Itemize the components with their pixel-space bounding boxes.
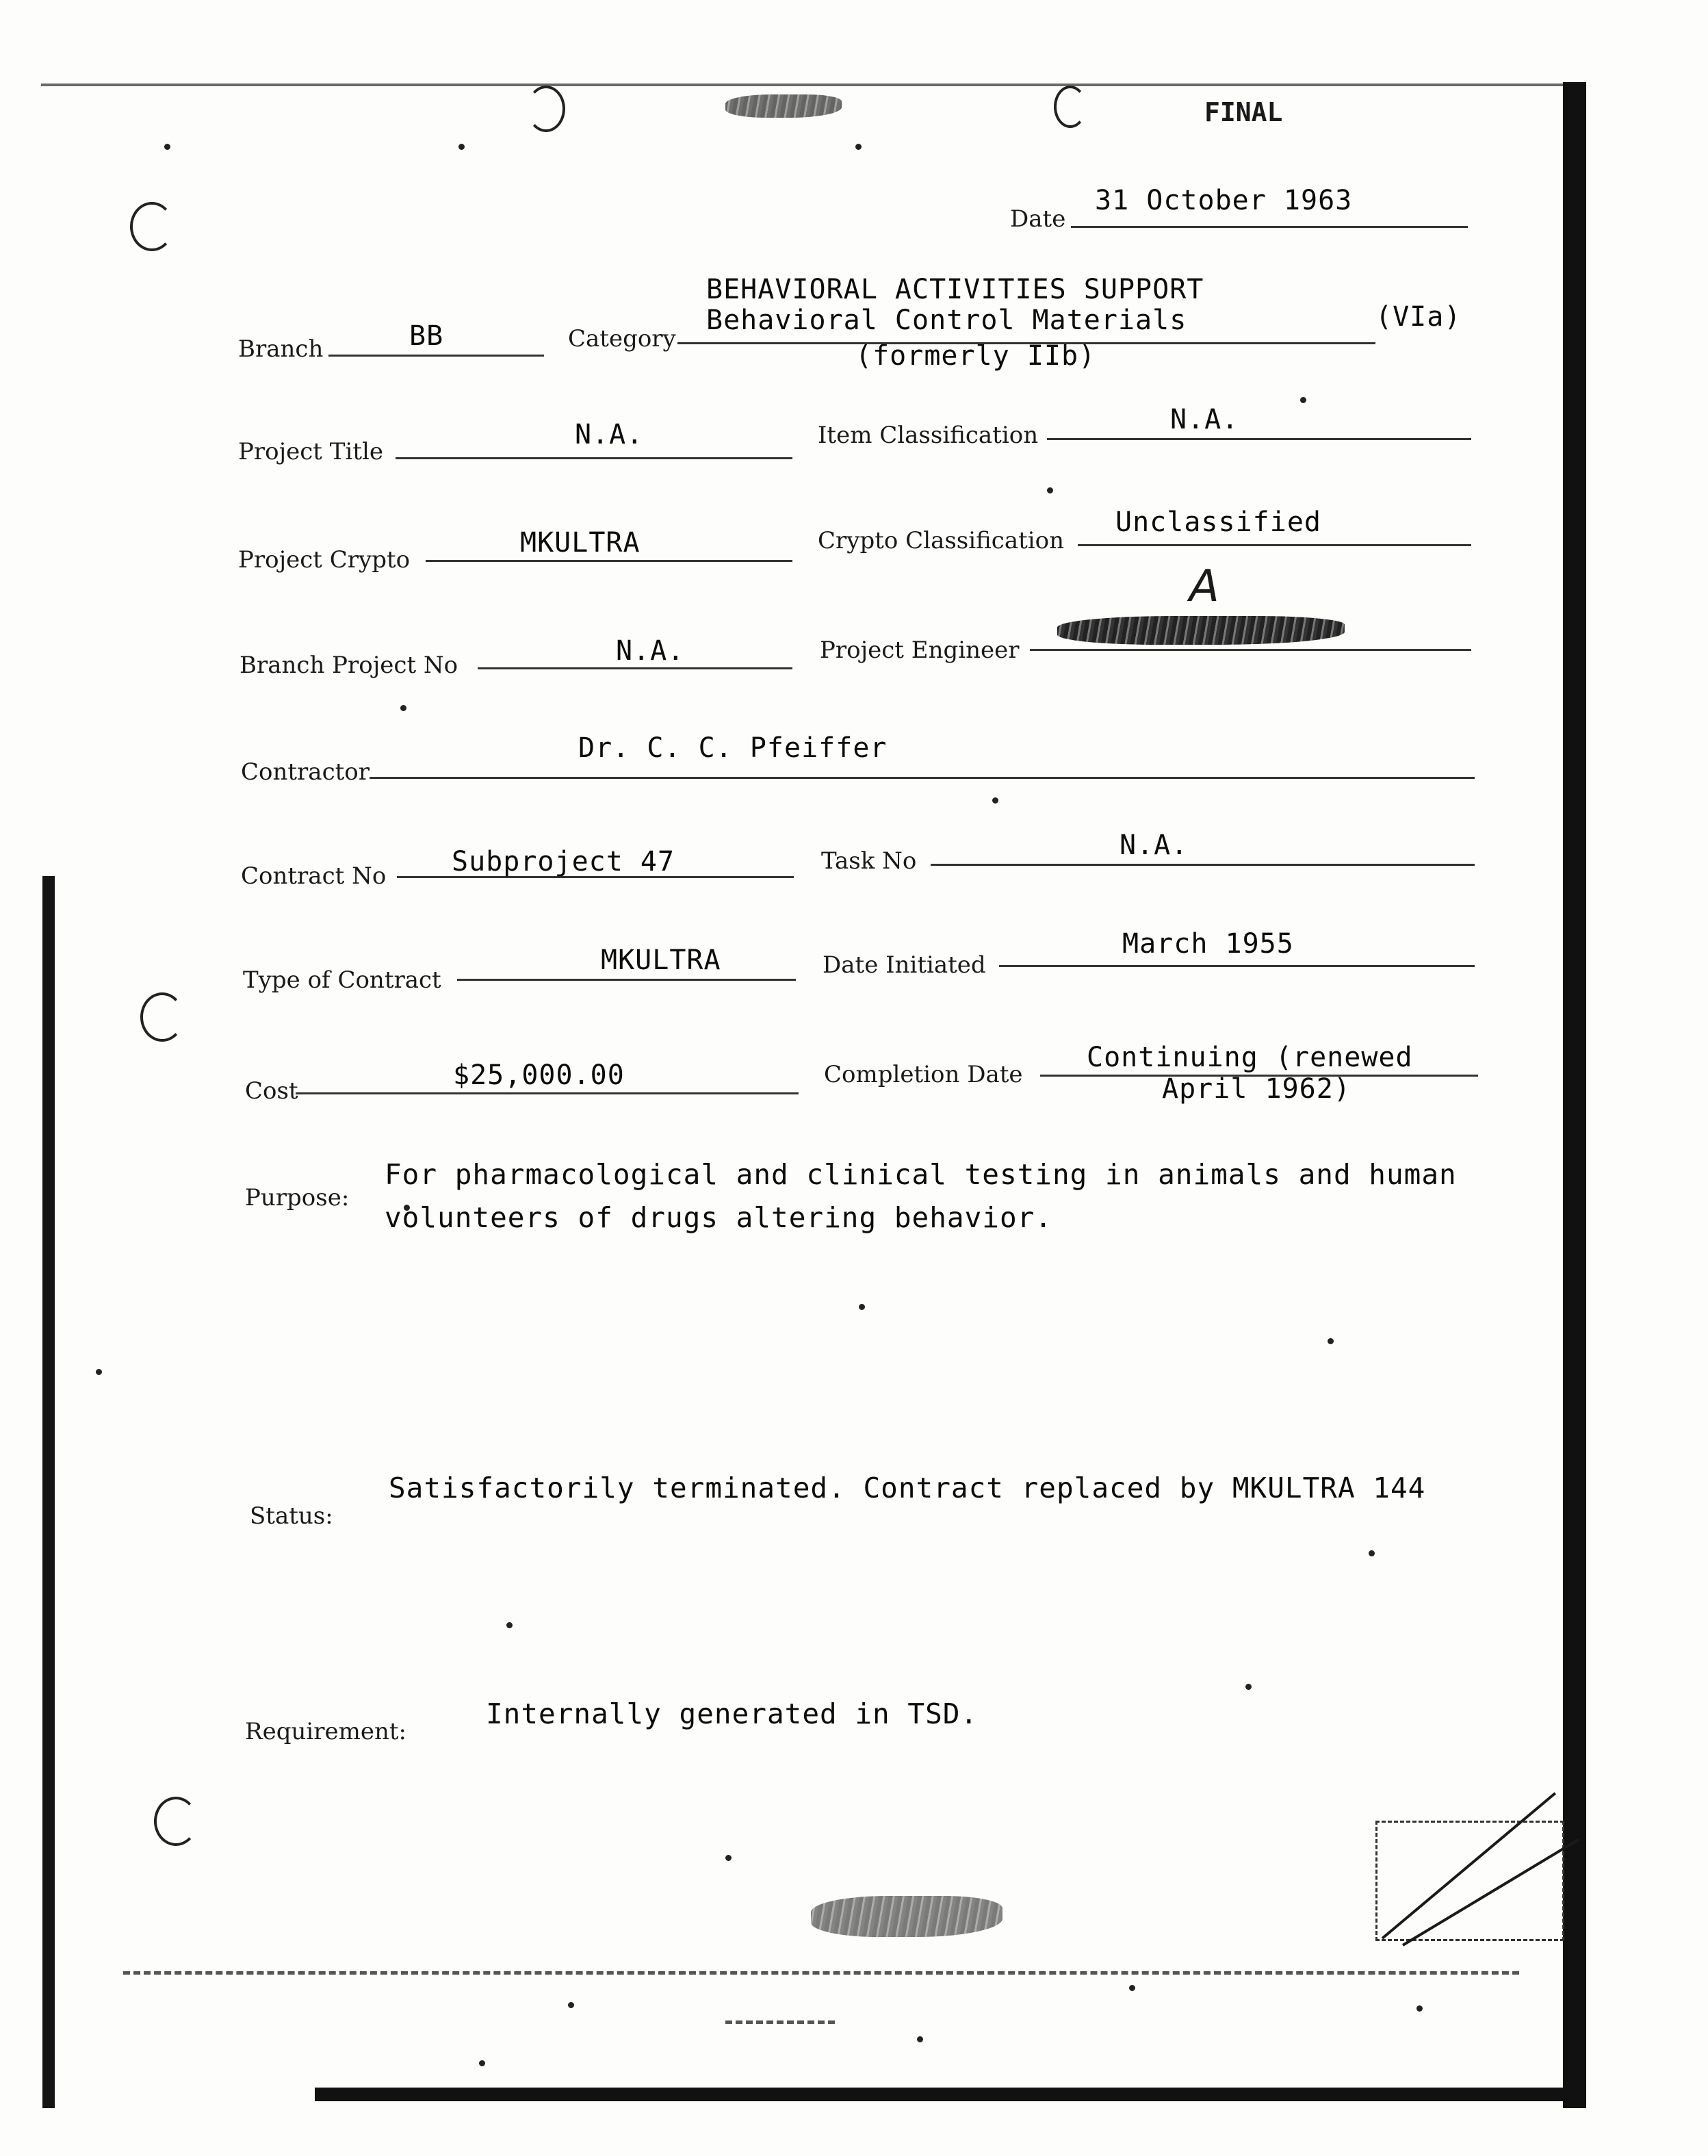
cost-underline bbox=[296, 1092, 799, 1094]
purpose-line1: For pharmacological and clinical testing in animals and human bbox=[385, 1158, 1457, 1191]
project-crypto-label: Project Crypto bbox=[238, 546, 411, 574]
contractor-value: Dr. C. C. Pfeiffer bbox=[578, 732, 888, 764]
branch-label: Branch bbox=[238, 335, 324, 363]
redaction-mark-top bbox=[725, 94, 842, 118]
scan-speck bbox=[992, 797, 998, 804]
scan-bottom-border bbox=[315, 2088, 1581, 2101]
status-label: Status: bbox=[250, 1502, 333, 1530]
category-underline bbox=[677, 342, 1375, 344]
requirement-label: Requirement: bbox=[245, 1718, 407, 1745]
crypto-classification-value: Unclassified bbox=[1115, 506, 1321, 538]
purpose-line2: volunteers of drugs altering behavior. bbox=[385, 1201, 1052, 1234]
contract-no-label: Contract No bbox=[241, 862, 387, 890]
hole-punch-mark bbox=[140, 992, 184, 1042]
scan-dash-fragment bbox=[725, 2020, 835, 2024]
project-crypto-underline bbox=[426, 560, 792, 562]
scan-speck bbox=[1416, 2005, 1423, 2012]
scan-left-border bbox=[42, 876, 55, 2108]
scan-right-border bbox=[1563, 82, 1586, 2108]
category-heading: BEHAVIORAL ACTIVITIES SUPPORT bbox=[706, 274, 1204, 305]
contractor-underline bbox=[370, 777, 1475, 779]
project-title-underline bbox=[396, 457, 792, 459]
status-text: Satisfactorily terminated. Contract replaced by MKULTRA 144 bbox=[389, 1472, 1426, 1504]
category-line2: (formerly IIb) bbox=[855, 340, 1096, 372]
project-engineer-label: Project Engineer bbox=[820, 637, 1020, 664]
date-label: Date bbox=[1010, 205, 1066, 233]
branch-value: BB bbox=[409, 320, 444, 352]
cost-value: $25,000.00 bbox=[453, 1060, 625, 1091]
scan-speck bbox=[506, 1622, 513, 1628]
scan-speck bbox=[855, 144, 862, 150]
completion-date-label: Completion Date bbox=[824, 1061, 1023, 1088]
scan-speck bbox=[1245, 1684, 1252, 1690]
item-classification-label: Item Classification bbox=[818, 422, 1039, 449]
date-value: 31 October 1963 bbox=[1095, 185, 1353, 216]
scan-dash-row bbox=[123, 1971, 1519, 1975]
category-code: (VIa) bbox=[1375, 301, 1462, 333]
category-label: Category bbox=[568, 325, 676, 352]
scan-speck bbox=[1369, 1550, 1375, 1556]
final-marker: FINAL bbox=[1204, 97, 1283, 127]
task-no-value: N.A. bbox=[1120, 830, 1189, 861]
completion-date-value-line2: April 1962) bbox=[1162, 1073, 1351, 1105]
purpose-label: Purpose: bbox=[245, 1184, 350, 1211]
contract-no-value: Subproject 47 bbox=[452, 846, 675, 877]
branch-project-no-value: N.A. bbox=[616, 635, 685, 667]
scan-speck bbox=[1328, 1338, 1334, 1344]
crypto-classification-label: Crypto Classification bbox=[818, 527, 1065, 554]
scan-speck bbox=[725, 1855, 732, 1861]
project-engineer-redaction bbox=[1057, 616, 1345, 645]
project-title-label: Project Title bbox=[238, 438, 383, 465]
contractor-label: Contractor bbox=[241, 758, 370, 786]
scan-speck bbox=[1129, 1985, 1135, 1991]
hole-punch-mark bbox=[154, 1797, 198, 1846]
bracket-mark bbox=[527, 86, 565, 132]
item-classification-value: N.A. bbox=[1170, 404, 1239, 435]
date-initiated-underline bbox=[999, 965, 1475, 967]
project-crypto-value: MKULTRA bbox=[520, 527, 640, 559]
type-of-contract-underline bbox=[457, 979, 796, 981]
branch-project-no-underline bbox=[478, 667, 792, 669]
date-underline bbox=[1071, 226, 1468, 228]
scan-speck bbox=[859, 1304, 865, 1310]
scan-speck bbox=[1300, 397, 1306, 403]
date-initiated-value: March 1955 bbox=[1122, 928, 1294, 960]
scan-speck bbox=[479, 2060, 485, 2066]
type-of-contract-value: MKULTRA bbox=[601, 945, 721, 976]
category-line1: Behavioral Control Materials bbox=[706, 305, 1187, 336]
scan-speck bbox=[96, 1369, 102, 1375]
scan-speck bbox=[400, 705, 406, 711]
type-of-contract-label: Type of Contract bbox=[243, 966, 441, 994]
project-title-value: N.A. bbox=[575, 419, 644, 450]
bracket-mark bbox=[1054, 86, 1087, 128]
scan-speck bbox=[917, 2036, 923, 2042]
bottom-right-stamp bbox=[1375, 1821, 1564, 1941]
task-no-underline bbox=[931, 864, 1475, 866]
handwritten-annotation: A bbox=[1189, 561, 1219, 612]
date-initiated-label: Date Initiated bbox=[823, 951, 986, 979]
completion-date-value-line1: Continuing (renewed bbox=[1087, 1042, 1413, 1073]
scan-speck bbox=[458, 144, 465, 150]
scan-speck bbox=[568, 2002, 574, 2008]
item-classification-underline bbox=[1047, 438, 1471, 440]
bottom-center-stamp bbox=[811, 1896, 1002, 1937]
project-engineer-underline bbox=[1030, 649, 1471, 651]
scan-speck bbox=[1047, 487, 1053, 493]
crypto-classification-underline bbox=[1078, 544, 1471, 546]
scan-speck bbox=[164, 144, 170, 150]
branch-project-no-label: Branch Project No bbox=[240, 652, 458, 679]
branch-underline bbox=[328, 355, 544, 357]
requirement-text: Internally generated in TSD. bbox=[486, 1697, 979, 1730]
hole-punch-mark bbox=[130, 202, 174, 251]
scan-top-edge bbox=[41, 84, 1567, 86]
task-no-label: Task No bbox=[821, 847, 917, 875]
cost-label: Cost bbox=[245, 1077, 298, 1105]
